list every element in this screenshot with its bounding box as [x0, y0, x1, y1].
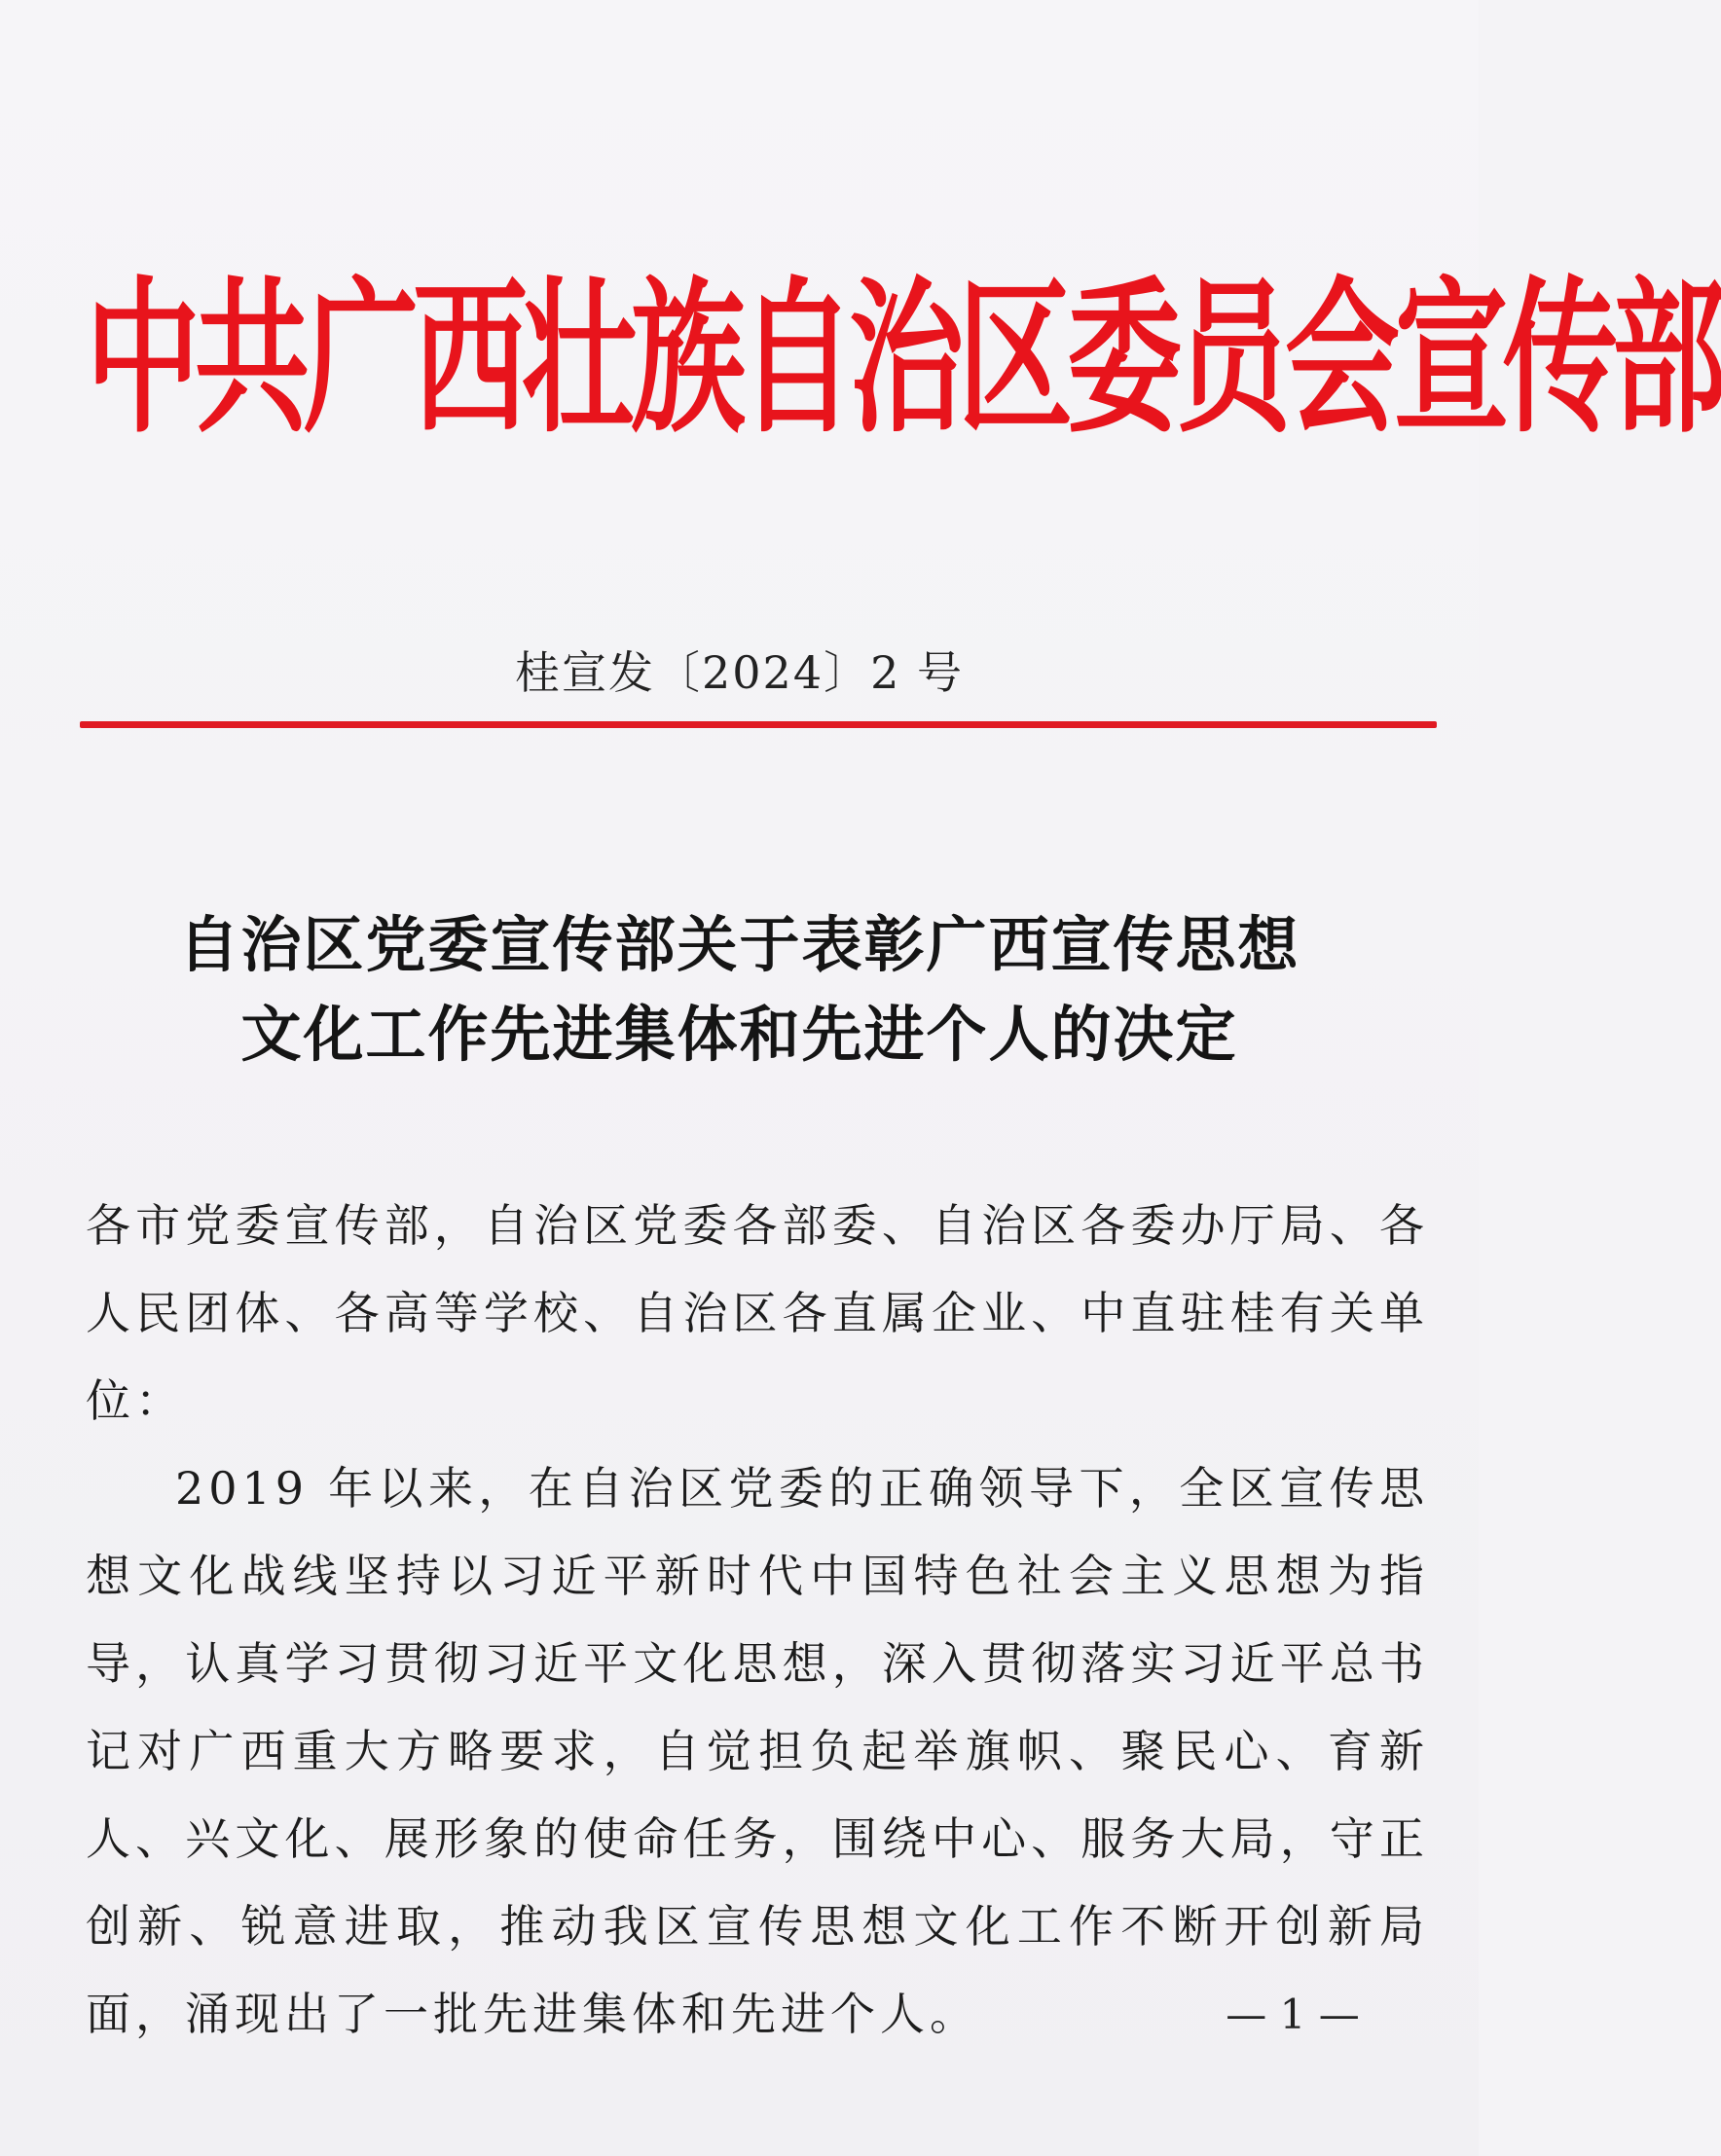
document-title	[0, 900, 1479, 1079]
title-line-1: 自治区党委宣传部关于表彰广西宣传思想	[178, 909, 1300, 980]
red-divider-line	[80, 721, 1437, 728]
recipients-paragraph: 各市党委宣传部，自治区党委各部委、自治区各委办厅局、各人民团体、各高等学校、自治区各直属企业、中直驻桂有关单位：	[86, 1199, 1429, 1427]
document-number: 桂宣发〔2024〕2 号	[515, 646, 964, 699]
body-paragraph-1: 2019 年以来，在自治区党委的正确领导下，全区宣传思想文化战线坚持以习近平新时代中国特色社会主义思想为指导，认真学习贯彻习近平文化思想，深入贯彻落实习近平总书记对广西重大方略要求，自觉担负起举旗帜、聚民心、育新人、兴文化、展形象的使命任务，围绕中心、服务大局，守正创新、锐意进取，推动我区宣传思想文化工作不断开创新局面，涌现出了一批先进集体和先进个人。	[86, 1462, 1429, 2040]
page-number: — 1 —	[1226, 1991, 1360, 2038]
issuing-organization-header: 中共广西壮族自治区委员会宣传部	[86, 260, 1721, 457]
document-body	[86, 1182, 1429, 2058]
title-line-2: 文化工作先进集体和先进个人的决定	[240, 999, 1238, 1070]
